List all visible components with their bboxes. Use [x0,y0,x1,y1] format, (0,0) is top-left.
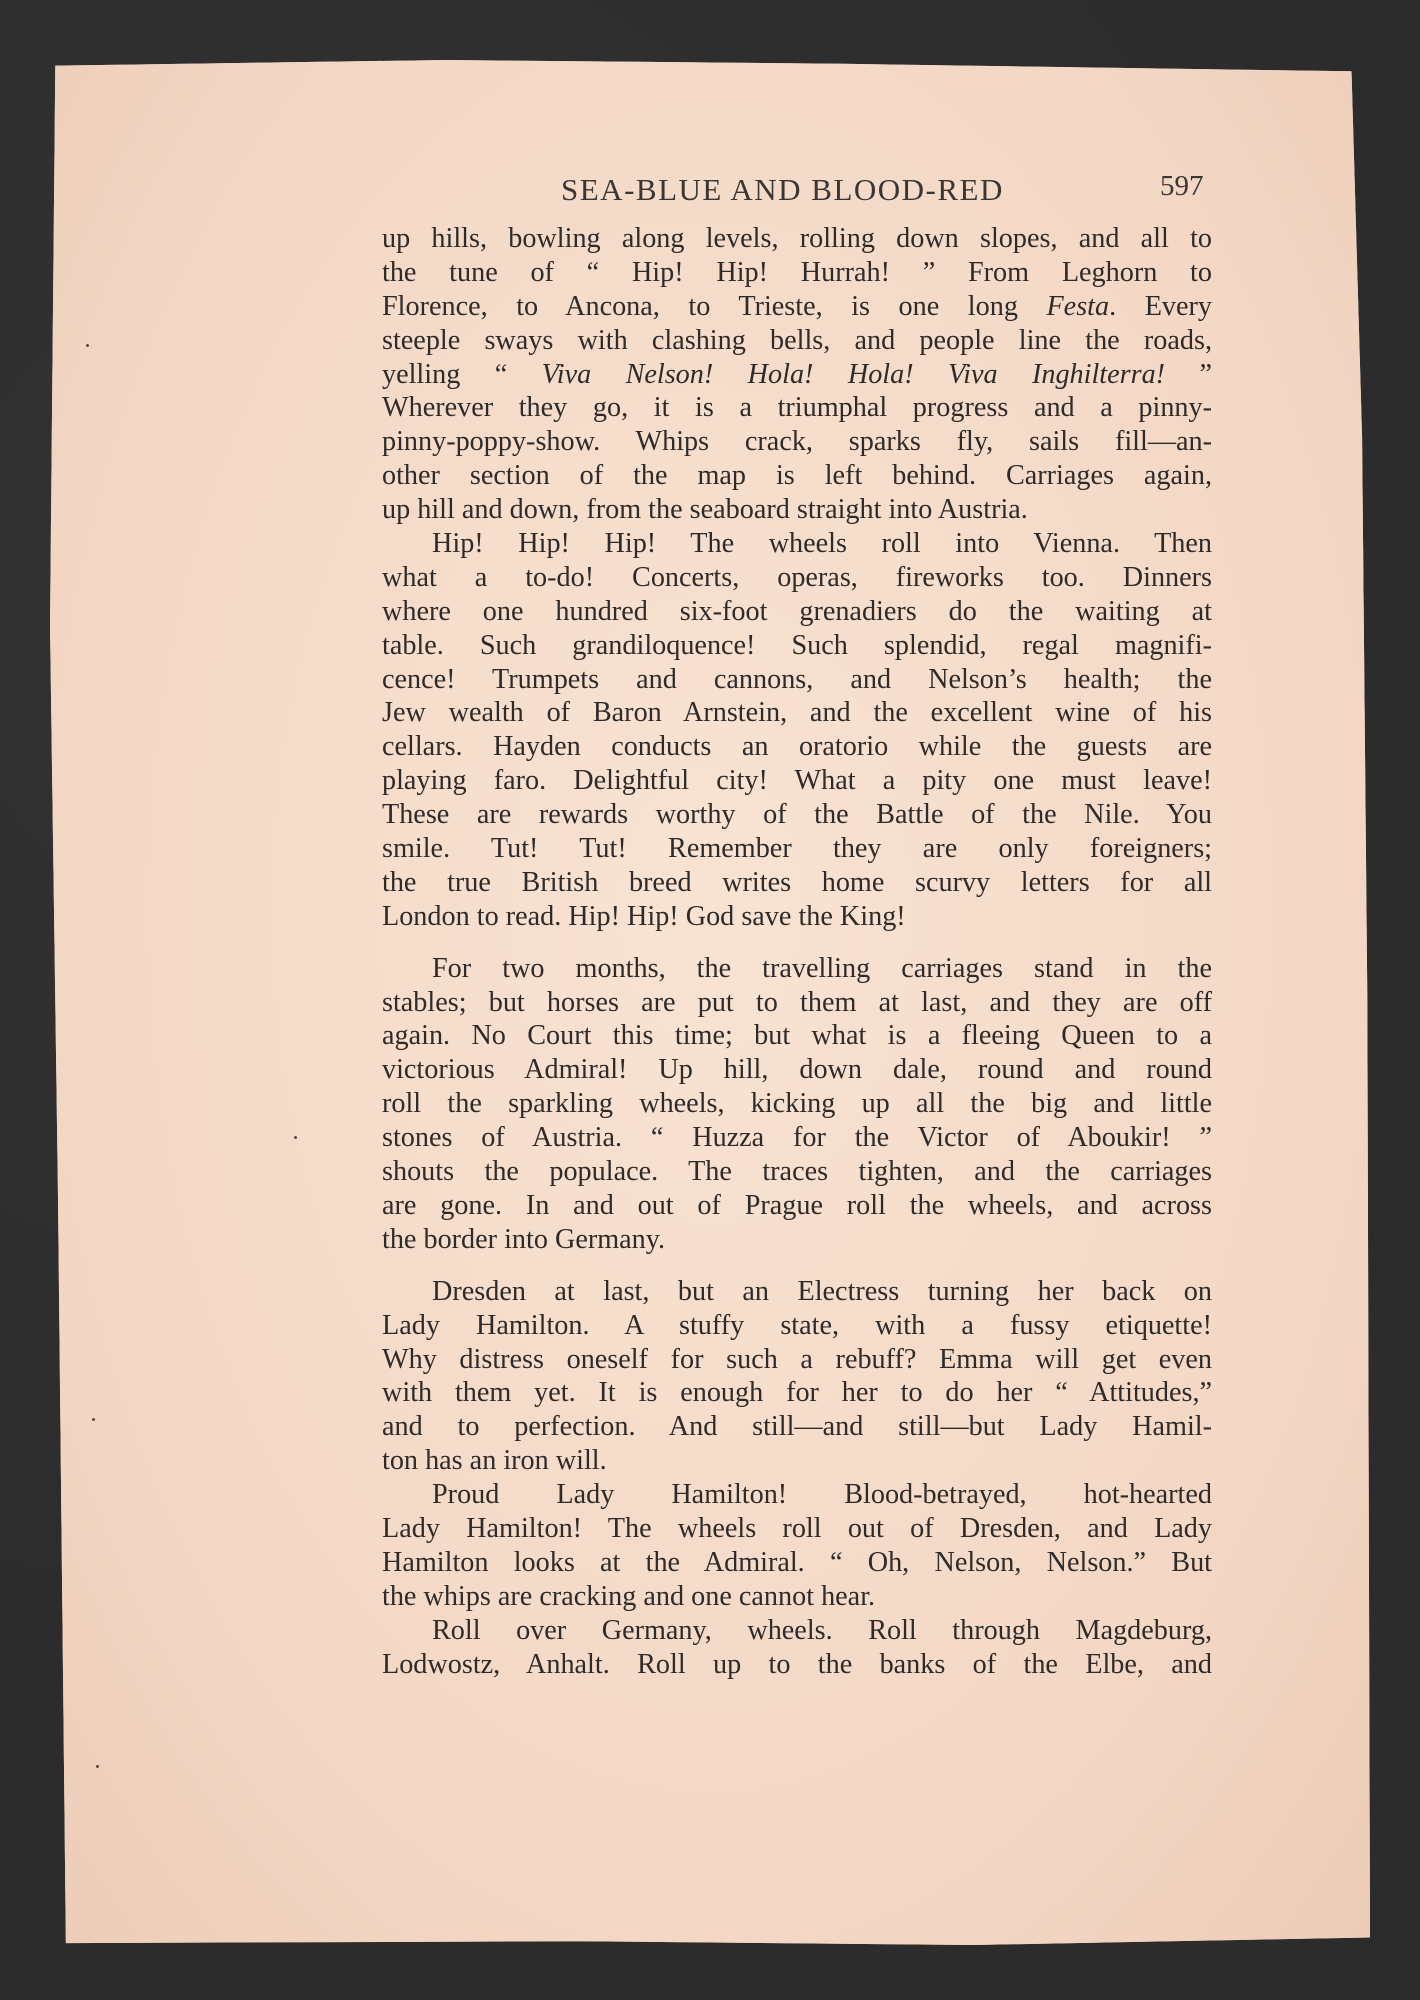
text-line: pinny-poppy-show. Whips crack, sparks fly, sails fill—an- [382,426,1212,458]
text-line: Jew wealth of Baron Arnstein, and the excellent wine of his [382,697,1212,729]
text-line: victorious Admiral! Up hill, down dale, round and round [382,1054,1212,1086]
text-line: Roll over Germany, wheels. Roll through Magdeburg, [432,1614,1212,1646]
running-title: SEA-BLUE AND BLOOD-RED [561,172,1004,207]
text-line: up hill and down, from the seaboard straight into Austria. [382,494,1028,526]
text-line: with them yet. It is enough for her to do her “ Attitudes,” [382,1377,1212,1409]
paragraph-gap [382,934,1212,952]
text-line: These are rewards worthy of the Battle of the Nile. You [382,799,1212,831]
text-line: smile. Tut! Tut! Remember they are only foreigners; [382,833,1212,865]
page-header [0,172,1420,212]
text-line: the tune of “ Hip! Hip! Hurrah! ” From Leghorn to [382,256,1212,288]
text-line: up hills, bowling along levels, rolling down slopes, and all to [382,223,1212,254]
paragraph [382,1275,1212,1478]
text-line: Lady Hamilton. A stuffy state, with a fussy etiquette! [382,1309,1212,1341]
text-line: where one hundred six-foot grenadiers do the waiting at [382,595,1212,627]
text-line: steeple sways with clashing bells, and people line the roads, [382,324,1212,356]
text-line: ton has an iron will. [382,1445,607,1477]
paper-speck [92,1418,95,1421]
text-line: Florence, to Ancona, to Trieste, is one long Festa. Every [382,290,1212,322]
text-line: again. No Court this time; but what is a fleeing Queen to a [382,1020,1212,1052]
paper-speck [86,344,89,347]
paper-speck [294,1136,297,1139]
text-line: Lodwostz, Anhalt. Roll up to the banks of the Elbe, and [382,1648,1212,1680]
text-line: Proud Lady Hamilton! Blood-betrayed, hot-hearted [432,1479,1212,1511]
paragraph [382,1478,1212,1614]
paragraph [382,1614,1212,1682]
text-line: Why distress oneself for such a rebuff? Emma will get even [382,1343,1212,1375]
text-line: roll the sparkling wheels, kicking up all the big and little [382,1088,1212,1120]
body-text [382,222,1212,1681]
text-line: playing faro. Delightful city! What a pity one must leave! [382,765,1212,797]
text-line: London to read. Hip! Hip! God save the King! [382,900,906,932]
paragraph [382,527,1212,934]
text-line: Hamilton looks at the Admiral. “ Oh, Nelson, Nelson.” But [382,1546,1212,1578]
paragraph-gap [382,1257,1212,1275]
text-line: stables; but horses are put to them at last, and they are off [382,986,1212,1018]
text-line: For two months, the travelling carriages stand in the [432,952,1212,984]
text-line: cellars. Hayden conducts an oratorio while the guests are [382,731,1212,763]
text-line: the whips are cracking and one cannot hear. [382,1580,876,1612]
text-line: other section of the map is left behind. Carriages again, [382,460,1212,492]
page-number: 597 [1160,170,1204,202]
text-line: Wherever they go, it is a triumphal progress and a pinny- [382,392,1212,424]
text-line: Hip! Hip! Hip! The wheels roll into Vienna. Then [432,528,1212,560]
text-line: Lady Hamilton! The wheels roll out of Dresden, and Lady [382,1512,1212,1544]
text-line: are gone. In and out of Prague roll the wheels, and across [382,1189,1212,1221]
text-line: and to perfection. And still—and still—but Lady Hamil- [382,1411,1212,1443]
paper-speck [96,1765,99,1768]
text-line: table. Such grandiloquence! Such splendid, regal magnifi- [382,629,1212,661]
text-line: what a to-do! Concerts, operas, fireworks too. Dinners [382,561,1212,593]
paragraph [382,222,1212,527]
text-line: the border into Germany. [382,1223,666,1255]
text-line: shouts the populace. The traces tighten, and the carriages [382,1156,1212,1188]
text-line: the true British breed writes home scurvy letters for all [382,866,1212,898]
paragraph [382,952,1212,1257]
text-line: cence! Trumpets and cannons, and Nelson’s health; the [382,663,1212,695]
text-line: Dresden at last, but an Electress turning her back on [432,1275,1212,1307]
text-line: yelling “ Viva Nelson! Hola! Hola! Viva Inghilterra! ” [382,358,1212,390]
text-line: stones of Austria. “ Huzza for the Victor of Aboukir! ” [382,1122,1212,1154]
